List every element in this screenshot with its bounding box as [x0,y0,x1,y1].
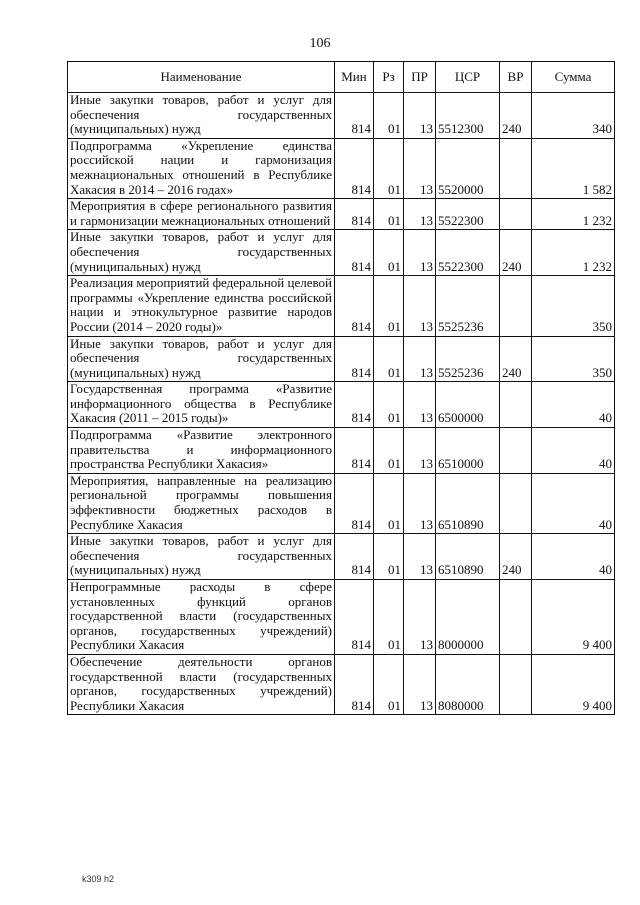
header-rz: Рз [374,62,404,93]
row-pr: 13 [404,199,436,230]
row-name: Иные закупки товаров, работ и услуг для обеспечения государственных (муниципальных) нужд [68,336,335,382]
table-row [68,230,615,276]
table-row [68,580,615,655]
row-rz: 01 [374,428,404,474]
row-name: Подпрограмма «Укрепление единства российской нации и гармонизация межнациональных отношений в Республике Хакасия в 2014 – 2016 годах» [68,138,335,198]
row-sum: 350 [532,336,615,382]
header-vr: ВР [500,62,532,93]
row-name: Реализация мероприятий федеральной целевой программы «Укрепление единства российской нации и этнокультурное развитие народов России (2014 – 2020 годы)» [68,276,335,336]
row-name: Обеспечение деятельности органов государственной власти (государственных органов, государственных учреждений) Республики Хакасия [68,654,335,714]
row-vr: 240 [500,534,532,580]
page-number: 106 [309,36,331,51]
row-sum: 1 582 [532,138,615,198]
row-pr: 13 [404,336,436,382]
row-sum: 1 232 [532,199,615,230]
row-rz: 01 [374,276,404,336]
row-csr: 6510000 [436,428,500,474]
row-vr [500,138,532,198]
row-rz: 01 [374,93,404,139]
row-vr [500,382,532,428]
row-pr: 13 [404,654,436,714]
row-sum: 1 232 [532,230,615,276]
row-vr [500,654,532,714]
row-min: 814 [335,654,374,714]
header-min: Мин [335,62,374,93]
row-rz: 01 [374,230,404,276]
row-rz: 01 [374,199,404,230]
row-csr: 6510890 [436,473,500,533]
row-name: Иные закупки товаров, работ и услуг для обеспечения государственных (муниципальных) нужд [68,534,335,580]
row-min: 814 [335,138,374,198]
row-vr [500,276,532,336]
row-pr: 13 [404,382,436,428]
row-sum: 340 [532,93,615,139]
row-min: 814 [335,93,374,139]
row-vr [500,580,532,655]
row-name: Мероприятия, направленные на реализацию региональной программы повышения эффективности бюджетных расходов в Республике Хакасия [68,473,335,533]
row-rz: 01 [374,382,404,428]
budget-table [67,61,615,715]
header-pr: ПР [404,62,436,93]
row-name: Иные закупки товаров, работ и услуг для обеспечения государственных (муниципальных) нужд [68,230,335,276]
table-header [68,62,615,93]
row-csr: 8000000 [436,580,500,655]
row-min: 814 [335,230,374,276]
table-row [68,534,615,580]
row-vr: 240 [500,336,532,382]
header-name: Наименование [68,62,335,93]
row-rz: 01 [374,138,404,198]
row-csr: 5512300 [436,93,500,139]
row-vr: 240 [500,93,532,139]
row-min: 814 [335,473,374,533]
table-row [68,473,615,533]
row-pr: 13 [404,276,436,336]
row-pr: 13 [404,473,436,533]
row-min: 814 [335,199,374,230]
row-csr: 5525236 [436,336,500,382]
row-csr: 5520000 [436,138,500,198]
row-sum: 40 [532,534,615,580]
row-name: Иные закупки товаров, работ и услуг для обеспечения государственных (муниципальных) нужд [68,93,335,139]
row-csr: 8080000 [436,654,500,714]
row-csr: 6500000 [436,382,500,428]
table-row [68,654,615,714]
row-csr: 5525236 [436,276,500,336]
row-pr: 13 [404,580,436,655]
row-min: 814 [335,580,374,655]
row-vr [500,199,532,230]
row-pr: 13 [404,138,436,198]
row-pr: 13 [404,230,436,276]
row-sum: 40 [532,428,615,474]
row-csr: 5522300 [436,199,500,230]
row-sum: 350 [532,276,615,336]
row-pr: 13 [404,428,436,474]
row-rz: 01 [374,336,404,382]
row-pr: 13 [404,93,436,139]
row-rz: 01 [374,580,404,655]
row-vr [500,428,532,474]
row-vr [500,473,532,533]
table-row [68,276,615,336]
footer-code: k309 h2 [82,874,115,884]
header-csr: ЦСР [436,62,500,93]
table-row [68,138,615,198]
row-sum: 40 [532,382,615,428]
row-rz: 01 [374,534,404,580]
table-row [68,199,615,230]
row-name: Подпрограмма «Развитие электронного правительства и информационного пространства Республики Хакасия» [68,428,335,474]
row-name: Мероприятия в сфере регионального развития и гармонизации межнациональных отношений [68,199,335,230]
header-sum: Сумма [532,62,615,93]
table-row [68,428,615,474]
row-csr: 5522300 [436,230,500,276]
row-min: 814 [335,534,374,580]
row-name: Государственная программа «Развитие информационного общества в Республике Хакасия (2011 – 2015 годы)» [68,382,335,428]
row-rz: 01 [374,654,404,714]
table-row [68,382,615,428]
row-csr: 6510890 [436,534,500,580]
table-row [68,93,615,139]
header-row [68,62,615,93]
row-sum: 9 400 [532,580,615,655]
row-sum: 9 400 [532,654,615,714]
row-name: Непрограммные расходы в сфере установленных функций органов государственной власти (государственных органов, государственных учреждений) Республики Хакасия [68,580,335,655]
row-min: 814 [335,382,374,428]
table-row [68,336,615,382]
row-min: 814 [335,428,374,474]
row-min: 814 [335,276,374,336]
row-vr: 240 [500,230,532,276]
row-rz: 01 [374,473,404,533]
table-body [68,93,615,715]
row-pr: 13 [404,534,436,580]
row-sum: 40 [532,473,615,533]
row-min: 814 [335,336,374,382]
